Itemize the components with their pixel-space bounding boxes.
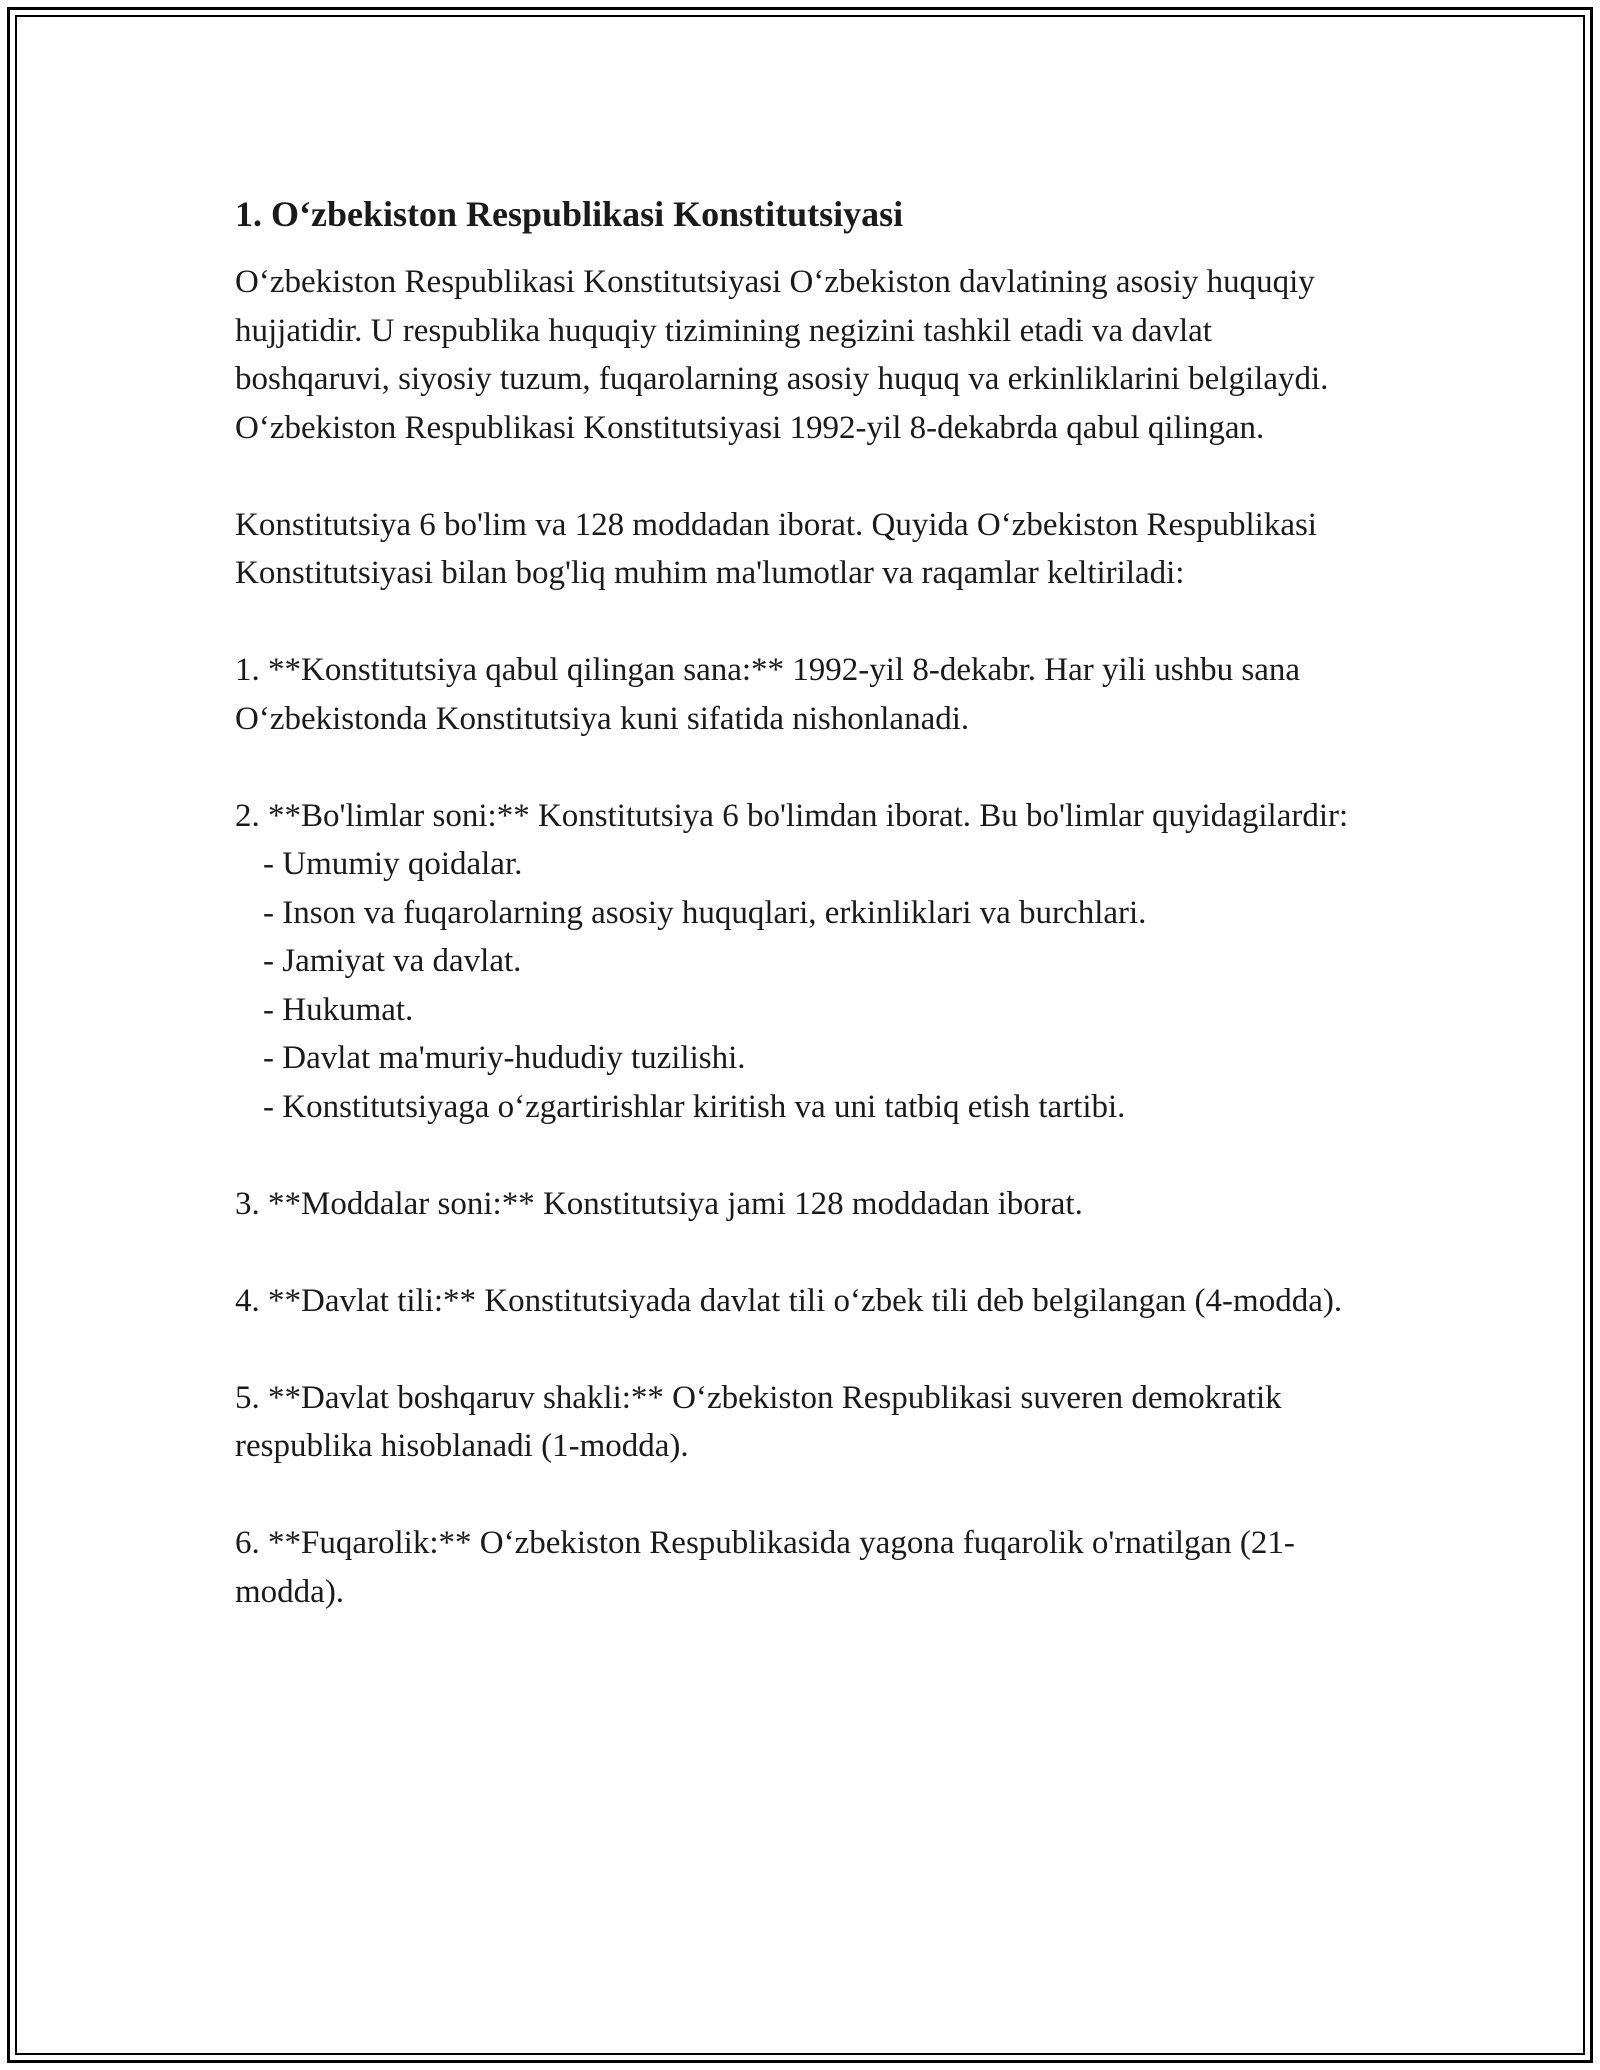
section-list-item: - Hukumat.	[263, 991, 414, 1028]
paragraph-spacer	[235, 452, 1365, 501]
list-item-sections-count: 2. **Bo'limlar soni:** Konstitutsiya 6 bo'limdan iborat. Bu bo'limlar quyidagilardir:	[235, 797, 1349, 834]
paragraph-spacer	[235, 1325, 1365, 1374]
intro-paragraph: O‘zbekiston Respublikasi Konstitutsiyasi O‘zbekiston davlatining asosiy huquqiy hujjatidir. U respublika huquqiy tizimining negizini tashkil etadi va davlat boshqaruvi, siyosiy tuzum, fuqarolarning asosiy huquq va erkinliklarini belgilaydi. O‘zbekiston Respublikasi Konstitutsiyasi 1992-yil 8-dekabrda qabul qilingan.	[235, 264, 1337, 446]
section-list-item: - Konstitutsiyaga o‘zgartirishlar kiritish va uni tatbiq etish tartibi.	[263, 1088, 1126, 1125]
section-list-item: - Umumiy qoidalar.	[263, 846, 523, 882]
paragraph-spacer	[235, 1471, 1365, 1520]
overview-paragraph: Konstitutsiya 6 bo'lim va 128 moddadan iborat. Quyida O‘zbekiston Respublikasi Konstitutsiyasi bilan bog'liq muhim ma'lumotlar va raqamlar keltiriladi:	[235, 506, 1326, 591]
list-item-adoption-date: 1. **Konstitutsiya qabul qilingan sana:** 1992-yil 8-dekabr. Har yili ushbu sana O‘zbekistonda Konstitutsiya kuni sifatida nishonlanadi.	[235, 652, 1309, 737]
document-title: 1. O‘zbekiston Respublikasi Konstitutsiyasi	[235, 194, 904, 234]
list-item-articles-count: 3. **Moddalar soni:** Konstitutsiya jami 128 moddadan iborat.	[235, 1185, 1083, 1222]
paragraph-spacer	[235, 598, 1365, 647]
paragraph-spacer	[235, 1131, 1365, 1180]
list-item-citizenship: 6. **Fuqarolik:** O‘zbekiston Respublikasida yagona fuqarolik o'rnatilgan (21-modda).	[235, 1525, 1295, 1610]
section-list-item: - Inson va fuqarolarning asosiy huquqlari, erkinliklari va burchlari.	[263, 894, 1147, 931]
section-list-item: - Davlat ma'muriy-hududiy tuzilishi.	[263, 1040, 746, 1076]
document-body	[235, 190, 1365, 1616]
sections-list	[235, 840, 1365, 1131]
section-list-item: - Jamiyat va davlat.	[263, 943, 522, 979]
paragraph-spacer	[235, 743, 1365, 792]
list-item-government-form: 5. **Davlat boshqaruv shakli:** O‘zbekiston Respublikasi suveren demokratik respublika hisoblanadi (1-modda).	[235, 1379, 1290, 1464]
paragraph-spacer	[235, 1228, 1365, 1277]
list-item-state-language: 4. **Davlat tili:** Konstitutsiyada davlat tili o‘zbek tili deb belgilangan (4-modda).	[235, 1282, 1343, 1319]
